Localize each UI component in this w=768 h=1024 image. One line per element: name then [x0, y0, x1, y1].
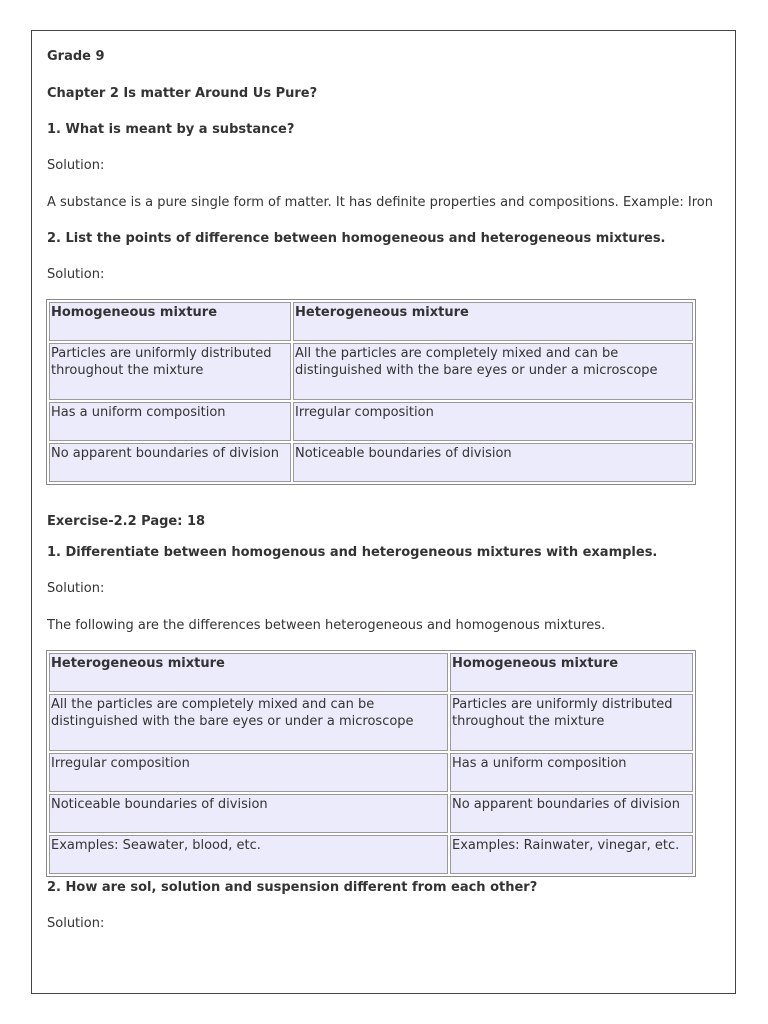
- table-cell: Irregular composition: [49, 753, 448, 792]
- table-cell: Irregular composition: [293, 402, 693, 441]
- chapter-title: Chapter 2 Is matter Around Us Pure?: [47, 86, 318, 101]
- table-cell: Examples: Seawater, blood, etc.: [49, 835, 448, 874]
- table-cell: No apparent boundaries of division: [49, 443, 291, 482]
- table-row: [49, 343, 693, 400]
- solution-label-3: Solution:: [47, 581, 105, 596]
- solution-label-2: Solution:: [47, 267, 105, 282]
- table-row: [49, 835, 693, 874]
- table-cell: Examples: Rainwater, vinegar, etc.: [450, 835, 693, 874]
- exercise-intro: The following are the differences between heterogeneous and homogenous mixtures.: [47, 618, 606, 633]
- table-row: [49, 402, 693, 441]
- question-1: 1. What is meant by a substance?: [47, 122, 295, 137]
- comparison-table-1: [46, 299, 696, 485]
- exercise-heading: Exercise-2.2 Page: 18: [47, 514, 206, 529]
- table-header-cell: Heterogeneous mixture: [293, 302, 693, 341]
- table-row: [49, 302, 693, 341]
- table-cell: Has a uniform composition: [49, 402, 291, 441]
- table-header-cell: Homogeneous mixture: [49, 302, 291, 341]
- grade-heading: Grade 9: [47, 49, 105, 64]
- solution-label-1: Solution:: [47, 158, 105, 173]
- table-row: [49, 753, 693, 792]
- table-cell: No apparent boundaries of division: [450, 794, 693, 833]
- table-cell: Noticeable boundaries of division: [293, 443, 693, 482]
- table-row: [49, 694, 693, 751]
- table-cell: Particles are uniformly distributed throughout the mixture: [450, 694, 693, 751]
- table-header-cell: Heterogeneous mixture: [49, 653, 448, 692]
- table-header-cell: Homogeneous mixture: [450, 653, 693, 692]
- exercise-question-2: 2. How are sol, solution and suspension different from each other?: [47, 880, 538, 895]
- table-cell: Particles are uniformly distributed throughout the mixture: [49, 343, 291, 400]
- table-row: [49, 794, 693, 833]
- table-cell: Noticeable boundaries of division: [49, 794, 448, 833]
- exercise-question-1: 1. Differentiate between homogenous and heterogeneous mixtures with examples.: [47, 545, 658, 560]
- table-cell: All the particles are completely mixed and can be distinguished with the bare eyes or under a microscope: [49, 694, 448, 751]
- answer-1: A substance is a pure single form of matter. It has definite properties and compositions. Example: Iron: [47, 195, 713, 210]
- question-2: 2. List the points of difference between homogeneous and heterogeneous mixtures.: [47, 231, 666, 246]
- table-row: [49, 653, 693, 692]
- comparison-table-2: [46, 650, 696, 877]
- solution-label-4: Solution:: [47, 916, 105, 931]
- table-cell: Has a uniform composition: [450, 753, 693, 792]
- table-row: [49, 443, 693, 482]
- document-page: [31, 30, 736, 994]
- table-cell: All the particles are completely mixed and can be distinguished with the bare eyes or under a microscope: [293, 343, 693, 400]
